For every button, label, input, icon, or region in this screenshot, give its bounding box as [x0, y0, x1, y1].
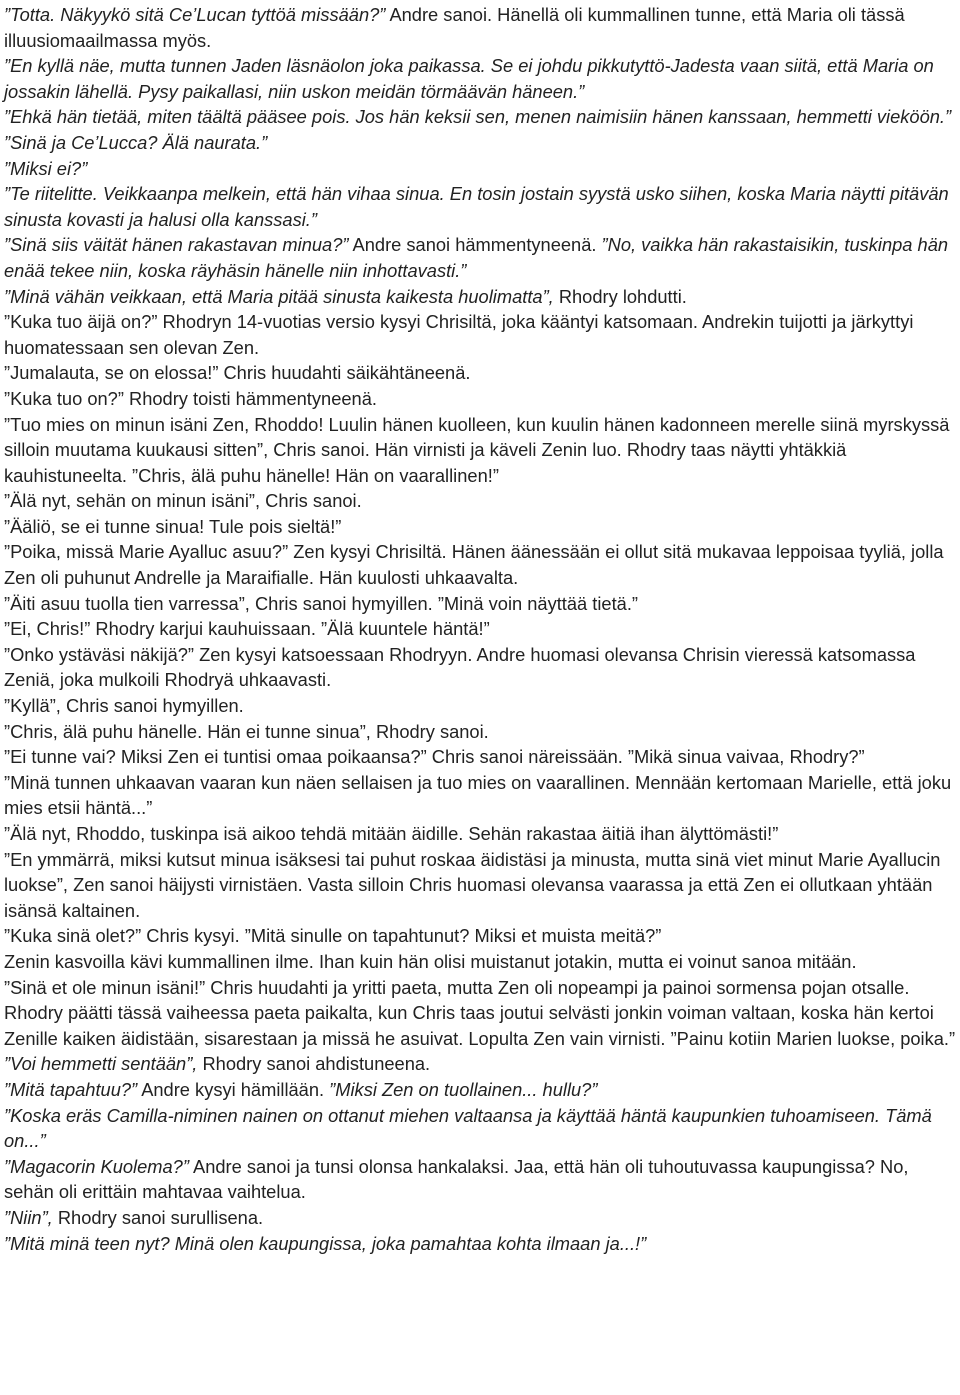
- paragraph: [4, 181, 956, 232]
- paragraph: [4, 2, 956, 53]
- paragraph: [4, 1154, 956, 1205]
- text-segment: ”Poika, missä Marie Ayalluc asuu?” Zen kysyi Chrisiltä. Hänen äänessään ei ollut sitä mukavaa leppoisaa tyyliä, jolla Zen oli puhunut Andrelle ja Maraifialle. Hän kuulosti uhkaavalta.: [4, 541, 944, 589]
- text-segment: Rhodry lohdutti.: [553, 285, 687, 307]
- paragraph: [4, 693, 956, 719]
- paragraph: [4, 1077, 956, 1103]
- paragraph: [4, 53, 956, 104]
- text-segment: Andre kysyi hämillään.: [137, 1078, 330, 1100]
- italic-text-segment: ”Totta. Näkyykö sitä Ce’Lucan tyttöä missään?”: [4, 4, 386, 25]
- italic-text-segment: ”Magacorin Kuolema?”: [4, 1155, 189, 1177]
- paragraph: [4, 975, 956, 1052]
- text-segment: ”Sinä et ole minun isäni!” Chris huudahti ja yritti paeta, mutta Zen oli nopeampi ja painoi sormensa pojan otsalle. Rhodry päätti tässä vaiheessa paeta paikalta, kun Chris taas joutui selvästi jonkin voiman valtaan, koska hän kertoi Zenille kaiken äidistään, sisarestaan ja missä he asuivat. Lopulta Zen vain virnisti. ”Painu kotiin Marien luokse, poika.”: [4, 976, 956, 1049]
- paragraph: [4, 284, 956, 310]
- italic-text-segment: ”Niin”,: [4, 1206, 53, 1228]
- paragraph: [4, 1205, 956, 1231]
- italic-text-segment: ”Miksi ei?”: [4, 157, 88, 179]
- paragraph: [4, 1231, 956, 1257]
- paragraph: [4, 539, 956, 590]
- paragraph: [4, 386, 956, 412]
- text-segment: ”Ei, Chris!” Rhodry karjui kauhuissaan. ”Älä kuuntele häntä!”: [4, 618, 490, 640]
- italic-text-segment: ”Voi hemmetti sentään”,: [4, 1053, 198, 1075]
- paragraph: [4, 847, 956, 924]
- paragraph: [4, 514, 956, 540]
- italic-text-segment: ”Te riitelitte. Veikkaanpa melkein, että hän vihaa sinua. En tosin jostain syystä usko siihen, koska Maria näytti pitävän sinusta kovasti ja halusi olla kanssasi.”: [4, 183, 949, 230]
- paragraph: [4, 104, 956, 130]
- text-segment: ”Ei tunne vai? Miksi Zen ei tuntisi omaa poikaansa?” Chris sanoi näreissään. ”Mikä sinua vaivaa, Rhodry?”: [4, 746, 865, 768]
- paragraph: [4, 616, 956, 642]
- text-segment: Andre sanoi ja tunsi olonsa hankalaksi. Jaa, että hän oli tuhoutuvassa kaupungissa? No, sehän oli erittäin mahtavaa vaihtelua.: [4, 1155, 909, 1203]
- italic-text-segment: ”Miksi Zen on tuollainen... hullu?”: [329, 1078, 598, 1100]
- italic-text-segment: ”Sinä ja Ce’Lucca? Älä naurata.”: [4, 131, 268, 153]
- paragraph: [4, 130, 956, 156]
- text-segment: Zenin kasvoilla kävi kummallinen ilme. Ihan kuin hän olisi muistanut jotakin, mutta ei voinut sanoa mitään.: [4, 950, 857, 972]
- text-segment: ”Tuo mies on minun isäni Zen, Rhoddo! Luulin hänen kuolleen, kun kuulin hänen kadonneen merelle siinä myrskyssä silloin muutama kuukausi sitten”, Chris sanoi. Hän virnisti ja käveli Zenin luo. Rhodry taas näytti yhtäkkiä kauhistuneelta. ”Chris, älä puhu hänelle! Hän on vaarallinen!”: [4, 413, 950, 486]
- paragraph: [4, 360, 956, 386]
- paragraph: [4, 719, 956, 745]
- paragraph: [4, 488, 956, 514]
- text-segment: ”Onko ystäväsi näkijä?” Zen kysyi katsoessaan Rhodryyn. Andre huomasi olevansa Chrisin vieressä katsomassa Zeniä, joka mulkoili Rhodryä uhkaavasti.: [4, 643, 916, 691]
- text-segment: Andre sanoi hämmentyneenä.: [348, 234, 602, 256]
- text-segment: ”Kuka tuo äijä on?” Rhodryn 14-vuotias versio kysyi Chrisiltä, joka kääntyi katsomaan. Andrekin tuijotti ja järkyttyi huomatessaan sen olevan Zen.: [4, 311, 914, 358]
- text-segment: ”Chris, älä puhu hänelle. Hän ei tunne sinua”, Rhodry sanoi.: [4, 720, 489, 742]
- text-segment: Rhodry sanoi ahdistuneena.: [197, 1053, 431, 1075]
- story-text: [4, 2, 956, 1256]
- paragraph: [4, 309, 956, 360]
- italic-text-segment: ”En kyllä näe, mutta tunnen Jaden läsnäolon joka paikassa. Se ei johdu pikkutyttö-Jadesta vaan siitä, että Maria on jossakin lähellä. Pysy paikallasi, niin uskon meidän törmäävän häneen.”: [4, 55, 934, 102]
- italic-text-segment: ”Minä vähän veikkaan, että Maria pitää sinusta kaikesta huolimatta”,: [4, 285, 554, 307]
- text-segment: ”Jumalauta, se on elossa!” Chris huudahti säikähtäneenä.: [4, 362, 471, 384]
- text-segment: ”Älä nyt, Rhoddo, tuskinpa isä aikoo tehdä mitään äidille. Sehän rakastaa äitiä ihan älyttömästi!”: [4, 823, 779, 844]
- italic-text-segment: ”Ehkä hän tietää, miten täältä pääsee pois. Jos hän keksii sen, menen naimisiin hänen kanssaan, hemmetti vieköön.”: [4, 106, 952, 128]
- paragraph: [4, 949, 956, 975]
- text-segment: ”En ymmärrä, miksi kutsut minua isäksesi tai puhut roskaa äidistäsi ja minusta, mutta sinä viet minut Marie Ayallucin luokse”, Zen sanoi häijysti virnistäen. Vasta silloin Chris huomasi olevansa vaarassa ja että Zen ei ollutkaan yhtään isänsä kaltainen.: [4, 848, 941, 921]
- paragraph: [4, 1051, 956, 1077]
- italic-text-segment: ”Mitä minä teen nyt? Minä olen kaupungissa, joka pamahtaa kohta ilmaan ja...!”: [4, 1232, 647, 1254]
- paragraph: [4, 642, 956, 693]
- paragraph: [4, 412, 956, 489]
- text-segment: ”Kyllä”, Chris sanoi hymyillen.: [4, 695, 244, 717]
- text-segment: ”Älä nyt, sehän on minun isäni”, Chris sanoi.: [4, 490, 362, 512]
- text-segment: ”Kuka sinä olet?” Chris kysyi. ”Mitä sinulle on tapahtunut? Miksi et muista meitä?”: [4, 925, 662, 947]
- text-segment: Rhodry sanoi surullisena.: [52, 1206, 264, 1228]
- italic-text-segment: ”Mitä tapahtuu?”: [4, 1078, 138, 1100]
- text-segment: ”Kuka tuo on?” Rhodry toisti hämmentyneenä.: [4, 387, 377, 409]
- text-segment: Andre sanoi. Hänellä oli kummallinen tunne, että Maria oli tässä illuusiomaailmassa myös.: [4, 4, 905, 51]
- text-segment: ”Äiti asuu tuolla tien varressa”, Chris sanoi hymyillen. ”Minä voin näyttää tietä.”: [4, 592, 639, 614]
- paragraph: [4, 923, 956, 949]
- italic-text-segment: ”Sinä siis väität hänen rakastavan minua?”: [4, 234, 349, 256]
- paragraph: [4, 156, 956, 182]
- paragraph: [4, 821, 956, 847]
- text-segment: ”Ääliö, se ei tunne sinua! Tule pois sieltä!”: [4, 515, 342, 537]
- italic-text-segment: ”No, vaikka hän rakastaisikin, tuskinpa hän enää tekee niin, koska räyhäsin hänelle niin inhottavasti.”: [4, 234, 949, 281]
- paragraph: [4, 744, 956, 770]
- paragraph: [4, 1103, 956, 1154]
- paragraph: [4, 591, 956, 617]
- paragraph: [4, 232, 956, 283]
- italic-text-segment: ”Koska eräs Camilla-niminen nainen on ottanut miehen valtaansa ja käyttää häntä kaupunkien tuhoamiseen. Tämä on...”: [4, 1104, 932, 1152]
- paragraph: [4, 770, 956, 821]
- text-segment: ”Minä tunnen uhkaavan vaaran kun näen sellaisen ja tuo mies on vaarallinen. Mennään kertomaan Marielle, että joku mies etsii häntä...”: [4, 771, 952, 819]
